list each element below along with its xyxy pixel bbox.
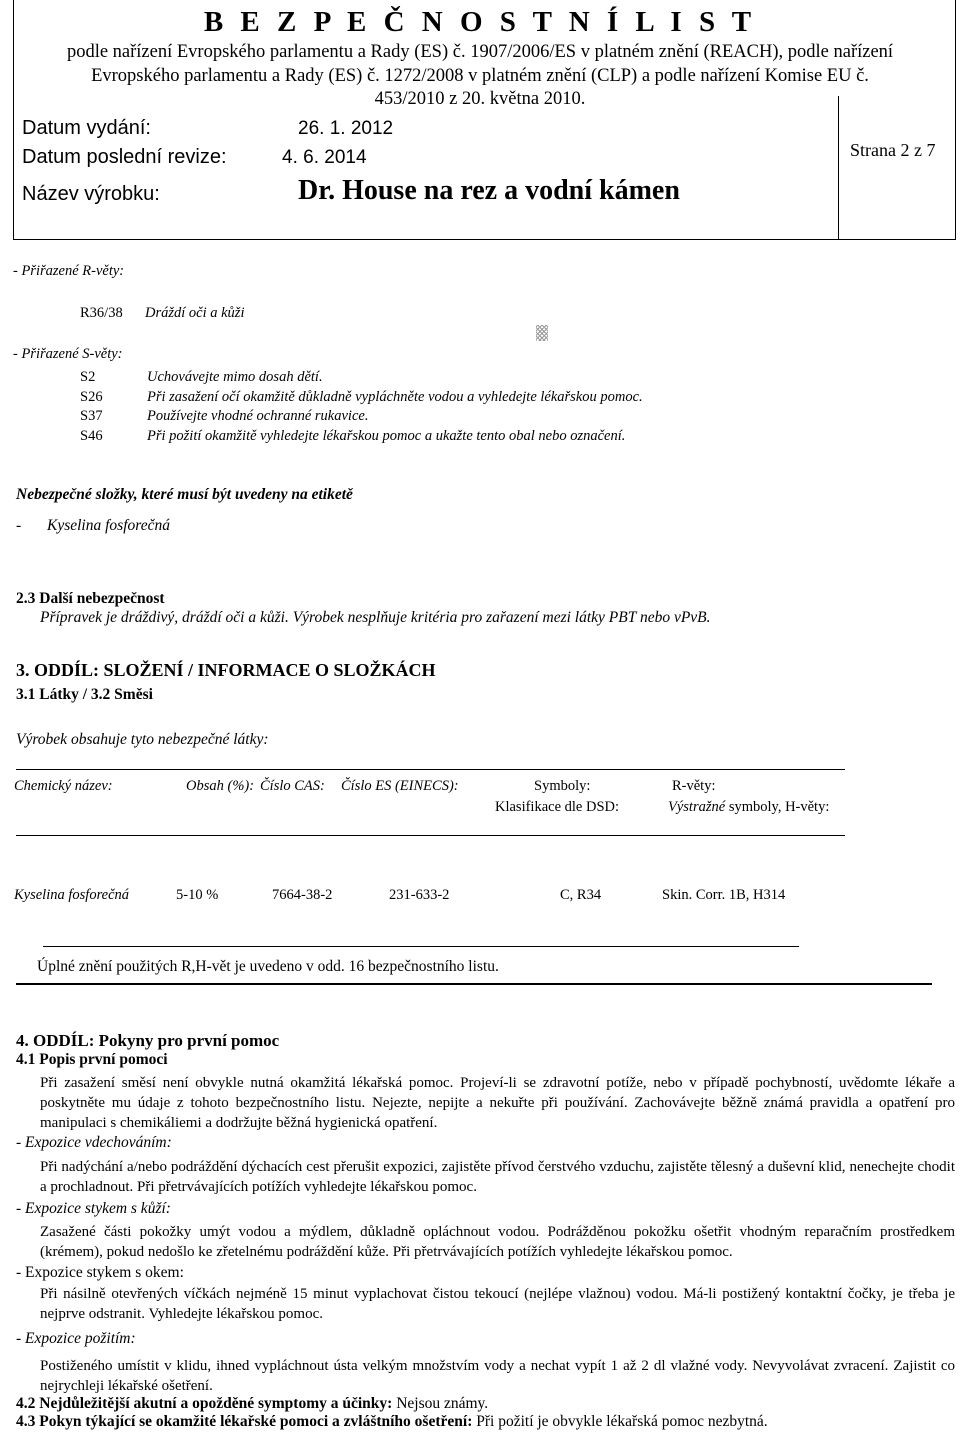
inhalation-label: - Expozice vdechováním: — [16, 1134, 172, 1151]
s-phrase-text: Při zasažení očí okamžitě důkladně vypláchněte vodou a vyhledejte lékařskou pomoc. — [147, 389, 643, 405]
section-4-heading: 4. ODDÍL: Pokyny pro první pomoc — [16, 1031, 280, 1050]
row-es: 231-633-2 — [389, 887, 450, 903]
regulation-line-3: 453/2010 z 20. května 2010. — [374, 89, 586, 109]
row-hazard: Skin. Corr. 1B, H314 — [662, 887, 786, 903]
product-name: Dr. House na rez a vodní kámen — [298, 175, 680, 206]
col-content: Obsah (%): — [186, 778, 255, 794]
eye-label: - Expozice stykem s okem: — [16, 1264, 184, 1281]
col-r-phrases: R-věty: — [672, 778, 716, 794]
col-es: Číslo ES (EINECS): — [341, 778, 459, 794]
table-bottom-rule — [43, 946, 799, 947]
skin-label: - Expozice stykem s kůží: — [16, 1200, 171, 1217]
product-name-label: Název výrobku: — [22, 183, 160, 205]
regulation-line-1: podle nařízení Evropského parlamentu a Rady (ES) č. 1907/2006/ES v platném znění (REACH), podle nařízení — [66, 42, 894, 62]
s-phrase-text: Uchovávejte mimo dosah dětí. — [147, 369, 323, 385]
section-2-3-text: Přípravek je dráždivý, dráždí oči a kůži. Výrobek nesplňuje kritéria pro zařazení mezi látky PBT nebo vPvB. — [40, 609, 711, 626]
s-phrase-text: Při požití okamžitě vyhledejte lékařskou pomoc a ukažte tento obal nebo označení. — [147, 428, 626, 444]
col-chemical-name: Chemický název: — [14, 778, 113, 794]
skin-text: Zasažené části pokožky umýt vodou a mýdlem, důkladně opláchnout vodou. Podrážděnou pokožku ošetřit vhodným reparačním prostředkem (krémem), pokud nedošlo ke zřetelnému podráždění kůže. Při přetrvávajících potížích vyhledejte lékařskou pomoc. — [40, 1224, 955, 1260]
section-4-2-value: Nejsou známy. — [396, 1395, 489, 1412]
revision-date-label: Datum poslední revize: — [22, 146, 227, 168]
section-4-1-general: Při zasažení směsí není obvykle nutná okamžitá lékařská pomoc. Projeví-li se zdravotní potíže, nebo v případě pochybností, uvědomte lékaře a poskytněte mu údaje z tohoto bezpečnostního listu. Nejezte, nepijte a nekuřte při používání. Zachovávejte běžně známá pravidla a opatření pro manipulaci s chemikáliemi a dodržujte běžná hygienická opatření. — [40, 1075, 955, 1131]
ingestion-label: - Expozice požitím: — [16, 1330, 136, 1347]
section-4-1-heading: 4.1 Popis první pomoci — [16, 1051, 168, 1068]
section-3-heading: 3. ODDÍL: SLOŽENÍ / INFORMACE O SLOŽKÁCH — [16, 660, 436, 680]
s-phrases-label: - Přiřazené S-věty: — [13, 346, 123, 362]
col-cas: Číslo CAS: — [260, 778, 325, 794]
label-components-dash: - — [16, 517, 22, 534]
inhalation-text: Při nadýchání a/nebo podráždění dýchacích cest přerušit expozici, zajistěte přívod čerstvého vzduchu, zajistěte tělesný a duševní klid, nenechejte chodit a prochladnout. Při přetrvávajících potížích vyhledejte lékařskou pomoc. — [40, 1159, 955, 1195]
section-3-intro: Výrobek obsahuje tyto nebezpečné látky: — [16, 731, 269, 748]
row-content: 5-10 % — [176, 887, 219, 903]
table-header-rule — [16, 835, 845, 836]
section-4-3-label: 4.3 Pokyn týkající se okamžité lékařské pomoci a zvláštního ošetření: — [16, 1413, 473, 1430]
section-4-3-value: Při požití je obvykle lékařská pomoc nezbytná. — [476, 1413, 768, 1430]
eye-text: Při násilně otevřených víčkách nejméně 15 minut vyplachovat čistou tekoucí (nejlépe vlažnou) vodou. Má-li postižený kontaktní čočky, je třeba je nejprve odstranit. Vyhledejte lékařskou pomoc. — [40, 1286, 955, 1322]
revision-date: 4. 6. 2014 — [282, 147, 367, 168]
col-hazard-prefix: Výstražné — [668, 799, 726, 815]
row-cas: 7664-38-2 — [272, 887, 333, 903]
r-phrases-label: - Přiřazené R-věty: — [13, 263, 125, 279]
row-symbols: C, R34 — [560, 887, 602, 903]
s-phrase-code: S2 — [80, 369, 96, 385]
s-phrase-code: S46 — [80, 428, 103, 444]
scan-artifact — [536, 325, 548, 341]
page-indicator: Strana 2 z 7 — [850, 140, 936, 160]
label-component-item: Kyselina fosforečná — [47, 517, 170, 534]
col-hazard-suffix: symboly, H-věty: — [728, 799, 830, 815]
table-top-rule — [16, 769, 845, 770]
s-phrase-text: Používejte vhodné ochranné rukavice. — [147, 408, 369, 424]
section-4-2 — [16, 1395, 488, 1413]
document-title: B E Z P E Č N O S T N Í L I S T — [203, 6, 757, 38]
r-phrase-code: R36/38 — [80, 305, 123, 321]
ingestion-text: Postiženého umístit v klidu, ihned vypláchnout ústa velkým množstvím vody a nechat vypít 1 až 2 dl vlažné vody. Nevyvolávat zvracení. Zajistit co nejrychleji lékařské ošetření. — [40, 1358, 955, 1394]
col-hazard — [668, 799, 829, 816]
header-divider — [838, 96, 839, 240]
s-phrase-code: S37 — [80, 408, 103, 424]
section-3-note: Úplné znění použitých R,H-vět je uvedeno v odd. 16 bezpečnostního listu. — [37, 958, 499, 975]
s-phrase-code: S26 — [80, 389, 103, 405]
section-2-3-heading: 2.3 Další nebezpečnost — [16, 590, 165, 607]
issue-date-label: Datum vydání: — [22, 117, 151, 139]
issue-date: 26. 1. 2012 — [298, 118, 394, 139]
section-separator — [16, 983, 932, 985]
section-3-subheading: 3.1 Látky / 3.2 Směsi — [16, 686, 153, 703]
section-4-2-label: 4.2 Nejdůležitější akutní a opožděné symptomy a účinky: — [16, 1395, 393, 1412]
col-symbols: Symboly: — [534, 778, 591, 794]
r-phrase-text: Dráždí oči a kůži — [145, 305, 245, 321]
label-components-heading: Nebezpečné složky, které musí být uvedeny na etiketě — [16, 486, 353, 503]
row-name: Kyselina fosforečná — [14, 887, 130, 903]
col-classification: Klasifikace dle DSD: — [495, 799, 620, 815]
regulation-line-2: Evropského parlamentu a Rady (ES) č. 1272/2008 v platném znění (CLP) a podle nařízení Komise EU č. — [91, 66, 869, 86]
section-4-3 — [16, 1413, 768, 1431]
